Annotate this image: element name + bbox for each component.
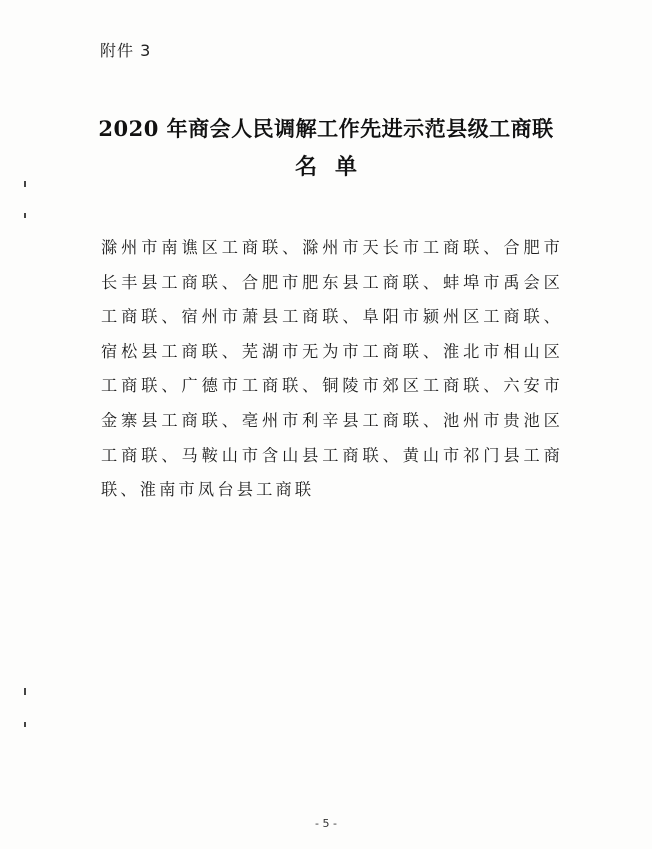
binding-mark <box>24 722 26 727</box>
document-title: 2020 年商会人民调解工作先进示范县级工商联 <box>98 116 554 141</box>
page-number: - 5 - <box>315 817 337 830</box>
document-subtitle: 名单 <box>294 154 375 180</box>
organization-list: 滁州市南谯区工商联、滁州市天长市工商联、合肥市长丰县工商联、合肥市肥东县工商联、蚌埠市禹会区工商联、宿州市萧县工商联、阜阳市颍州区工商联、宿松县工商联、芜湖市无为市工商联、淮北市相山区工商联、广德市工商联、铜陵市郊区工商联、六安市金寨县工商联、亳州市利辛县工商联、池州市贵池区工商联、马鞍山市含山县工商联、黄山市祁门县工商联、淮南市凤台县工商联 <box>101 238 563 500</box>
binding-mark <box>24 213 26 218</box>
binding-mark <box>24 688 26 695</box>
attachment-label: 附件 3 <box>100 41 152 60</box>
binding-mark <box>24 181 26 187</box>
